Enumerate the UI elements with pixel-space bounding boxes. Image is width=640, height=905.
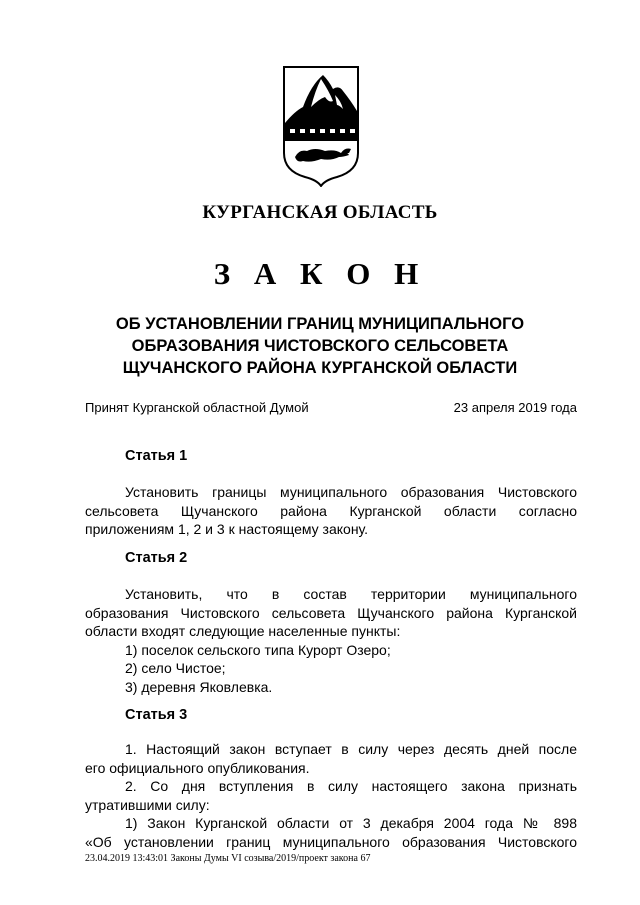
law-title [90,313,550,379]
text-line: сельсовета Щучанского района Курганской области согласно [85,502,577,519]
article-3-heading: Статья 3 [125,707,188,723]
text-line: 1) Закон Курганской области от 3 декабря 2004 года № 898 [125,815,577,831]
text-line: Установить границы муниципального образования Чистовского [125,484,577,500]
law-title-line: ОБ УСТАНОВЛЕНИИ ГРАНИЦ МУНИЦИПАЛЬНОГО [115,315,525,333]
adopted-by: Принят Курганской областной Думой [85,400,309,415]
adopted-date: 23 апреля 2019 года [453,400,577,415]
footer-meta: 23.04.2019 13:43:01 Законы Думы VI созыва/2019/проект закона 67 [85,853,371,864]
text-line: Установить, что в состав территории муниципального [125,586,577,602]
article-1-heading: Статья 1 [125,448,188,464]
law-title-line: ЩУЧАНСКОГО РАЙОНА КУРГАНСКОЙ ОБЛАСТИ [122,359,518,377]
article-1-text [85,483,577,539]
region-name: КУРГАНСКАЯ ОБЛАСТЬ [202,202,438,223]
text-line: «Об установлении границ муниципального образования Чистовского [85,833,577,850]
list-item: 3) деревня Яковлевка. [125,678,273,695]
text-line: образования Чистовского сельсовета Щучанского района Курганской [85,604,577,621]
article-2-text [85,585,577,696]
text-line: 1. Настоящий закон вступает в силу через десять дней после [125,741,577,757]
coat-of-arms-icon [281,65,361,187]
text-line: приложениям 1, 2 и 3 к настоящему закону. [85,521,369,537]
document-type: З А К О Н [213,256,427,291]
text-line: области входят следующие населенные пункты: [85,623,401,639]
law-title-line: ОБРАЗОВАНИЯ ЧИСТОВСКОГО СЕЛЬСОВЕТА [131,337,509,355]
text-line: его официального опубликования. [85,759,310,776]
list-item: 2) село Чистое; [125,660,226,676]
list-item: 1) поселок сельского типа Курорт Озеро; [125,641,391,658]
article-3-text [85,740,577,851]
text-line: утратившими силу: [85,796,210,813]
text-line: 2. Со дня вступления в силу настоящего закона признать [125,778,577,794]
article-2-heading: Статья 2 [125,550,188,566]
